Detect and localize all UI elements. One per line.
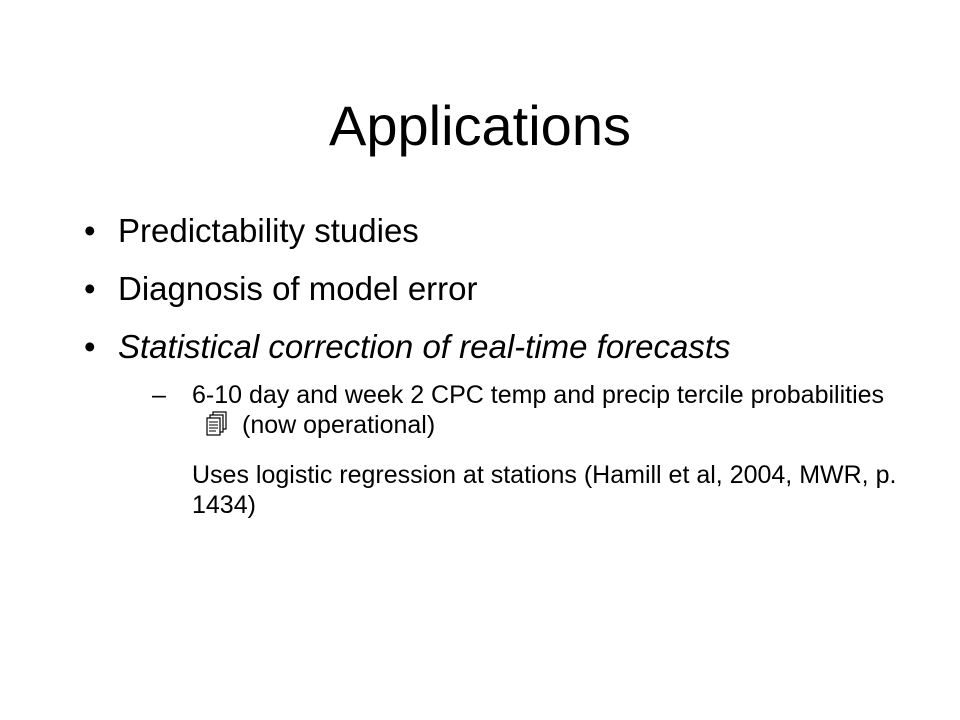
sub-bullet-suffix: (now operational) — [242, 411, 436, 439]
bullet-marker: • — [84, 270, 96, 307]
bullet-marker: • — [84, 212, 96, 249]
bullet-item — [84, 212, 904, 250]
bullet-marker: • — [84, 328, 96, 365]
sub-bullet-item — [152, 380, 904, 444]
sub-bullet-text: 6-10 day and week 2 CPC temp and precip tercile probabilities — [192, 381, 885, 409]
bullet-text: Diagnosis of model error — [118, 270, 478, 307]
document-stack-icon — [206, 411, 228, 444]
sub-bullet-note: Uses logistic regression at stations (Hamill et al, 2004, MWR, p. 1434) — [192, 461, 897, 519]
bullet-text: Predictability studies — [118, 212, 419, 249]
bullet-item — [84, 328, 904, 520]
bullet-list — [84, 212, 904, 540]
sub-bullet-marker: – — [152, 381, 166, 409]
bullet-text: Statistical correction of real-time forecasts — [118, 328, 731, 365]
slide-title: Applications — [329, 94, 631, 157]
bullet-item — [84, 270, 904, 308]
